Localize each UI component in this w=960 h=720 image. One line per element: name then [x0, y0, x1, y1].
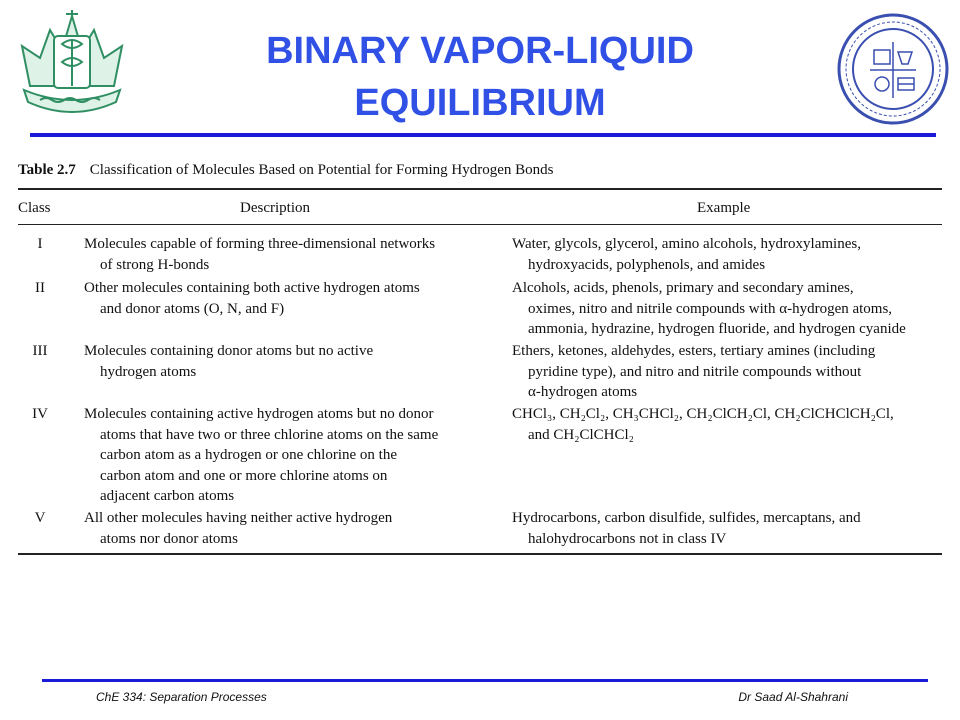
footer-course: ChE 334: Separation Processes	[96, 690, 267, 704]
department-seal-icon	[834, 12, 952, 126]
row-3-example: Ethers, ketones, aldehydes, esters, tertiary amines (including pyridine type), and nitro and nitrile compounds without α-hydrogen atoms	[512, 343, 876, 400]
table-top-rule	[18, 188, 942, 190]
row-1-description: Molecules capable of forming three-dimensional networks of strong H-bonds	[84, 236, 436, 273]
university-emblem-icon	[10, 6, 134, 124]
row-2-example: Alcohols, acids, phenols, primary and secondary amines, oximes, nitro and nitrile compounds with α-hydrogen atoms, ammonia, hydrazine, hydrogen fluoride, and hydrogen cyanide	[512, 280, 906, 337]
header-divider	[30, 133, 936, 137]
header-class: Class	[18, 200, 51, 216]
header-example: Example	[697, 200, 751, 216]
row-2-class: II	[35, 280, 45, 296]
row-5-description: All other molecules having neither active hydrogen atoms nor donor atoms	[84, 510, 393, 547]
row-3-class: III	[32, 343, 48, 359]
row-5-example: Hydrocarbons, carbon disulfide, sulfides, mercaptans, and halohydrocarbons not in class IV	[512, 510, 861, 547]
table-bottom-rule	[18, 553, 942, 555]
footer-author: Dr Saad Al-Shahrani	[738, 690, 848, 704]
slide-title-line-1: BINARY VAPOR-LIQUID	[266, 30, 694, 72]
row-1-example: Water, glycols, glycerol, amino alcohols, hydroxylamines, hydroxyacids, polyphenols, and amides	[512, 236, 861, 273]
row-2-description: Other molecules containing both active hydrogen atoms and donor atoms (O, N, and F)	[84, 280, 420, 317]
footer-divider	[42, 679, 928, 682]
row-4-class: IV	[32, 406, 48, 422]
row-1-class: I	[37, 236, 43, 252]
header-description: Description	[240, 200, 310, 216]
table-caption	[18, 162, 554, 179]
row-4-example: CHCl₃, CH₂Cl₂, CH₃CHCl₂, CH₂ClCH₂Cl, CH₂ClCHClCH₂Cl, and CH₂ClCHCl₂	[512, 406, 894, 443]
row-3-description: Molecules containing donor atoms but no active hydrogen atoms	[84, 343, 374, 380]
row-4-description: Molecules containing active hydrogen atoms but no donor atoms that have two or three chlorine atoms on the same carbon atom as a hydrogen or one chlorine on the carbon atom and one or more chlorine atoms on adjacent carbon atoms	[84, 406, 439, 504]
table-caption-text: Classification of Molecules Based on Potential for Forming Hydrogen Bonds	[89, 162, 554, 178]
table-number: Table 2.7	[18, 162, 76, 178]
table-header-rule	[18, 224, 942, 225]
row-5-class: V	[34, 510, 46, 526]
slide-title-line-2: EQUILIBRIUM	[354, 82, 606, 124]
